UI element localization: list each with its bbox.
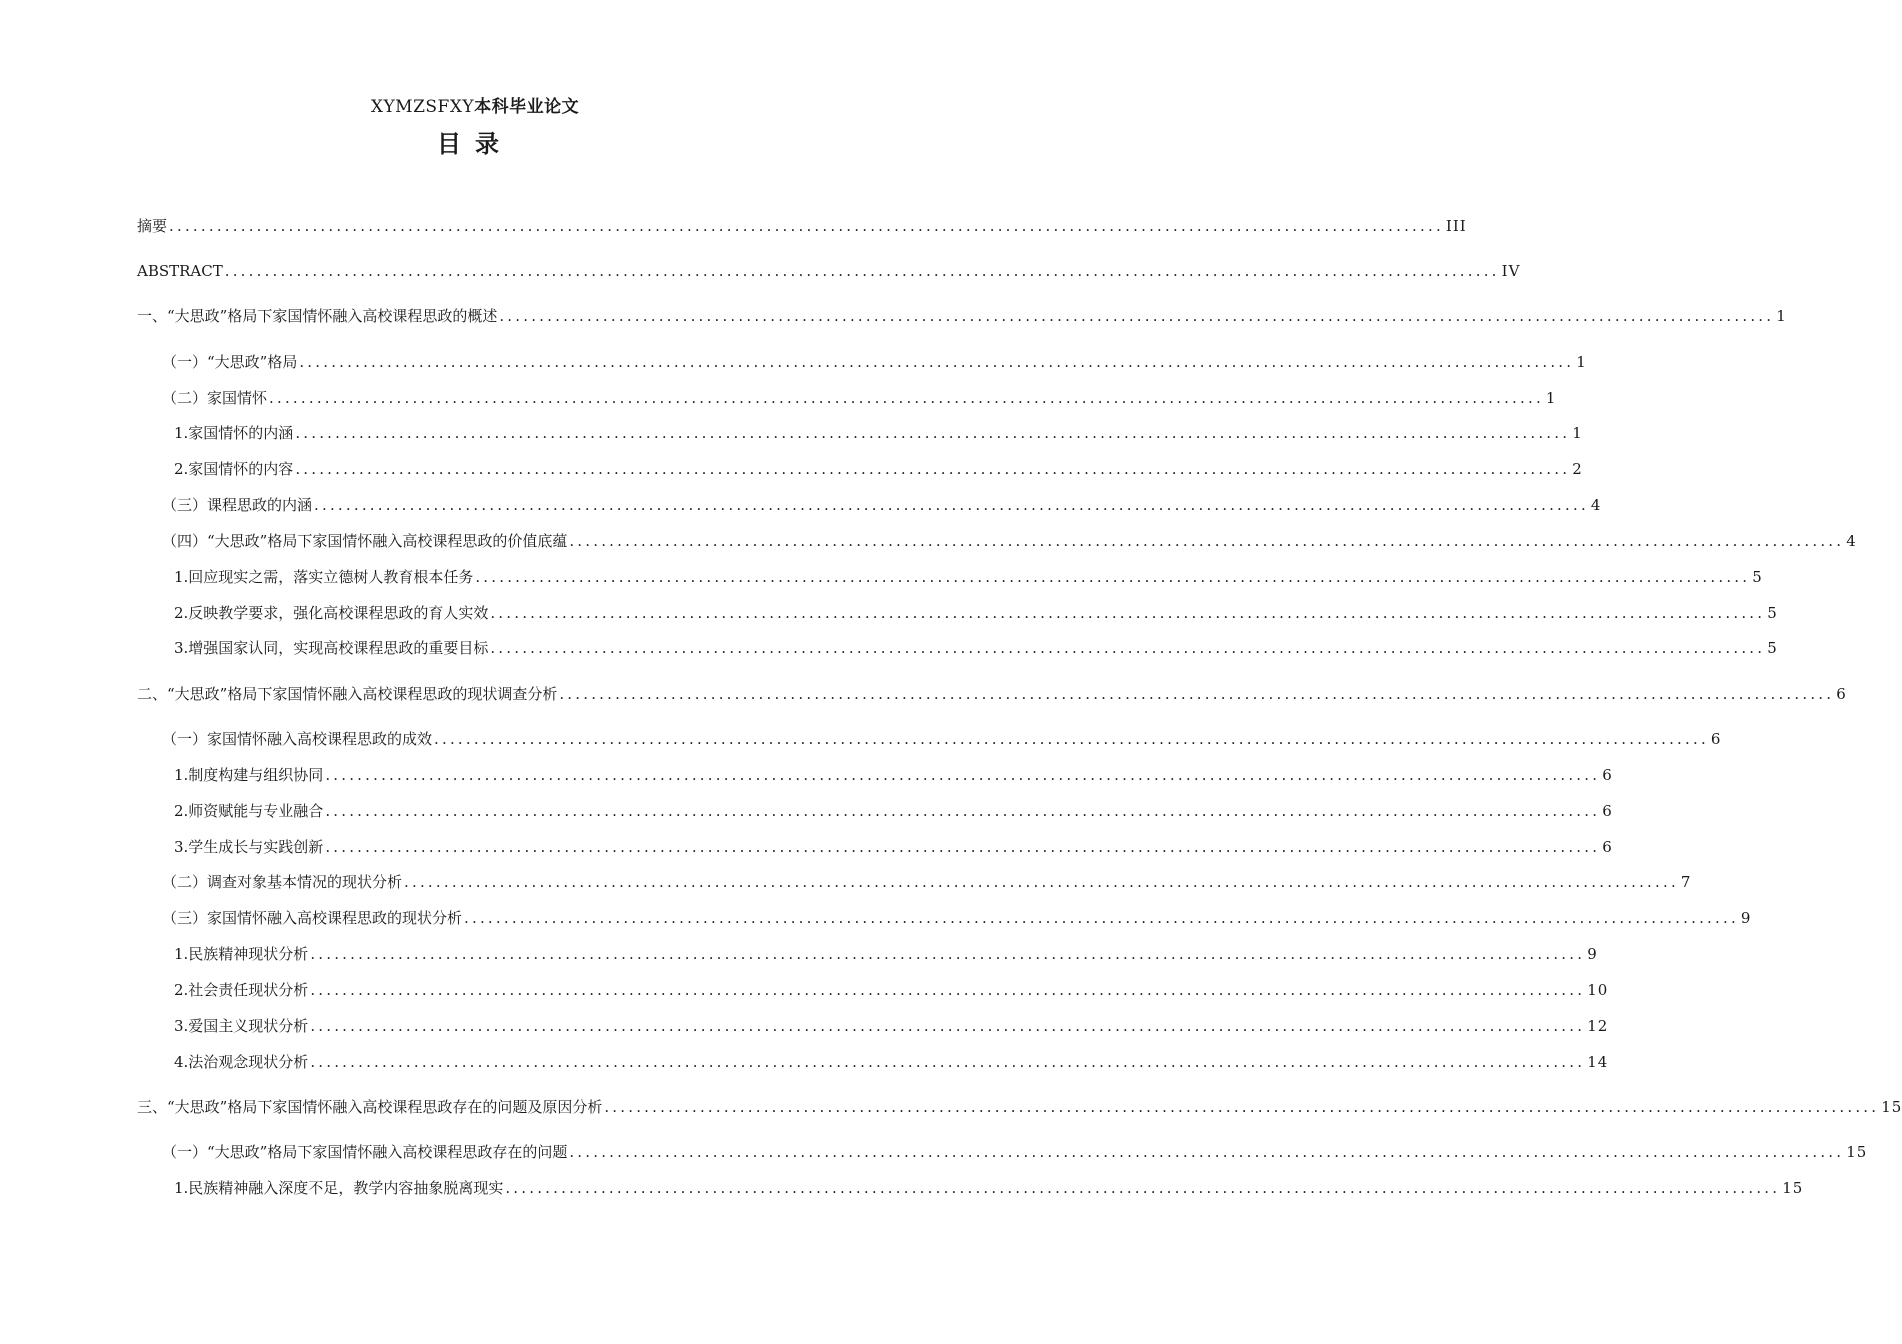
toc-entry-label: 2.反映教学要求，强化高校课程思政的育人实效 [174, 604, 489, 622]
toc-entry[interactable] [174, 837, 1613, 857]
toc-entry-label: （二）家国情怀 [162, 389, 268, 407]
toc-entry[interactable] [174, 765, 1613, 785]
school-code: XYMZSFXY [370, 97, 475, 117]
toc-entry[interactable] [162, 531, 1857, 551]
toc-entry[interactable] [174, 980, 1609, 1000]
toc-entry-page: 2 [1572, 460, 1583, 478]
toc-entry-page: IV [1501, 262, 1521, 280]
toc-entry-label: 4.法治观念现状分析 [174, 1053, 309, 1071]
toc-leader-dots: ................................................................................................................................................................ [475, 568, 1751, 586]
toc-leader-dots: ................................................................................................................................................................ [310, 1053, 1586, 1071]
toc-entry[interactable] [174, 603, 1778, 623]
toc-entry-label: 1.制度构建与组织协同 [174, 766, 324, 784]
toc-entry-label: 二、“大思政”格局下家国情怀融入高校课程思政的现状调查分析 [137, 685, 558, 703]
toc-leader-dots: ................................................................................................................................................................ [310, 945, 1586, 963]
toc-entry-label: 2.师资赋能与专业融合 [174, 802, 324, 820]
toc-leader-dots: ................................................................................................................................................................ [559, 685, 1835, 703]
toc-leader-dots: ................................................................................................................................................................ [325, 838, 1601, 856]
toc-entry-page: 15 [1881, 1098, 1902, 1116]
toc-entry-label: （四）“大思政”格局下家国情怀融入高校课程思政的价值底蕴 [162, 532, 568, 550]
toc-entry-label: 摘要 [137, 217, 168, 235]
toc-entry[interactable] [174, 567, 1763, 587]
toc-entry-label: 1.家国情怀的内涵 [174, 424, 294, 442]
toc-entry[interactable] [162, 729, 1722, 749]
toc-leader-dots: ................................................................................................................................................................ [464, 909, 1739, 927]
toc-entry[interactable] [162, 1142, 1868, 1162]
toc-entry[interactable] [137, 261, 1521, 281]
toc-entry-label: （三）家国情怀融入高校课程思政的现状分析 [162, 909, 463, 927]
toc-entry-page: 4 [1846, 532, 1857, 550]
toc-entry-label: （一）“大思政”格局 [162, 353, 298, 371]
toc-entry-page: 14 [1587, 1053, 1609, 1071]
toc-leader-dots: ................................................................................................................................................................ [569, 1143, 1845, 1161]
toc-leader-dots: ................................................................................................................................................................ [299, 353, 1575, 371]
toc-entry-label: 1.民族精神现状分析 [174, 945, 309, 963]
toc-leader-dots: ................................................................................................................................................................ [295, 424, 1571, 442]
toc-entry[interactable] [174, 638, 1778, 658]
toc-entry-page: 12 [1587, 1017, 1609, 1035]
toc-entry-label: ABSTRACT [137, 262, 223, 280]
toc-entry-label: （一）“大思政”格局下家国情怀融入高校课程思政存在的问题 [162, 1143, 568, 1161]
toc-leader-dots: ................................................................................................................................................................ [490, 604, 1766, 622]
toc-entry-page: 1 [1776, 307, 1787, 325]
toc-entry[interactable] [174, 423, 1583, 443]
page-title: 目录 [437, 130, 513, 158]
toc-leader-dots: ................................................................................................................................................................ [325, 766, 1601, 784]
toc-entry-page: 9 [1740, 909, 1752, 927]
toc-leader-dots: ................................................................................................................................................................ [224, 262, 1500, 280]
toc-entry[interactable] [162, 352, 1587, 372]
toc-entry[interactable] [137, 684, 1847, 704]
toc-leader-dots: ................................................................................................................................................................ [314, 496, 1589, 514]
toc-entry[interactable] [162, 388, 1557, 408]
toc-entry-page: 7 [1680, 873, 1692, 891]
toc-entry[interactable] [137, 1097, 1902, 1117]
toc-leader-dots: ................................................................................................................................................................ [310, 1017, 1586, 1035]
toc-entry-label: （一）家国情怀融入高校课程思政的成效 [162, 730, 433, 748]
toc-leader-dots: ................................................................................................................................................................ [569, 532, 1845, 550]
toc-entry[interactable] [162, 908, 1752, 928]
toc-leader-dots: ................................................................................................................................................................ [325, 802, 1601, 820]
toc-entry[interactable] [174, 801, 1613, 821]
toc-entry-label: 1.民族精神融入深度不足，教学内容抽象脱离现实 [174, 1179, 504, 1197]
toc-entry[interactable] [174, 459, 1583, 479]
toc-entry-page: 6 [1710, 730, 1722, 748]
toc-entry-page: 9 [1587, 945, 1598, 963]
toc-leader-dots: ................................................................................................................................................................ [404, 873, 1679, 891]
toc-leader-dots: ................................................................................................................................................................ [434, 730, 1709, 748]
toc-entry-label: 2.社会责任现状分析 [174, 981, 309, 999]
toc-entry[interactable] [137, 216, 1467, 236]
toc-entry-page: 15 [1782, 1179, 1804, 1197]
toc-entry-label: 三、“大思政”格局下家国情怀融入高校课程思政存在的问题及原因分析 [137, 1098, 603, 1116]
toc-entry-page: 1 [1572, 424, 1583, 442]
toc-entry[interactable] [174, 944, 1598, 964]
toc-leader-dots: ................................................................................................................................................................ [169, 217, 1444, 235]
toc-entry-page: 5 [1767, 604, 1778, 622]
toc-entry-page: 6 [1602, 766, 1613, 784]
toc-entry-page: 6 [1836, 685, 1847, 703]
toc-entry-page: III [1445, 217, 1467, 235]
toc-entry-page: 6 [1602, 838, 1613, 856]
toc-leader-dots: ................................................................................................................................................................ [295, 460, 1571, 478]
toc-entry-page: 5 [1767, 639, 1778, 657]
toc-entry[interactable] [174, 1052, 1609, 1072]
toc-entry-label: （二）调查对象基本情况的现状分析 [162, 873, 403, 891]
toc-entry-label: 3.增强国家认同，实现高校课程思政的重要目标 [174, 639, 489, 657]
toc-entry-label: 1.回应现实之需，落实立德树人教育根本任务 [174, 568, 474, 586]
toc-entry[interactable] [137, 306, 1787, 326]
toc-entry-page: 1 [1545, 389, 1557, 407]
toc-entry[interactable] [162, 495, 1602, 515]
toc-leader-dots: ................................................................................................................................................................ [490, 639, 1766, 657]
toc-entry-page: 4 [1590, 496, 1602, 514]
toc-leader-dots: ................................................................................................................................................................ [310, 981, 1586, 999]
toc-entry-page: 10 [1587, 981, 1609, 999]
toc-entry[interactable] [162, 872, 1692, 892]
toc-entry-label: 2.家国情怀的内容 [174, 460, 294, 478]
toc-entry-page: 15 [1846, 1143, 1868, 1161]
toc-leader-dots: ................................................................................................................................................................ [499, 307, 1775, 325]
toc-entry-page: 1 [1576, 353, 1587, 371]
toc-leader-dots: ................................................................................................................................................................ [269, 389, 1544, 407]
toc-entry-label: 3.学生成长与实践创新 [174, 838, 324, 856]
toc-entry-label: 一、“大思政”格局下家国情怀融入高校课程思政的概述 [137, 307, 498, 325]
toc-leader-dots: ................................................................................................................................................................ [505, 1179, 1781, 1197]
toc-entry-label: 3.爱国主义现状分析 [174, 1017, 309, 1035]
thesis-label: 本科毕业论文 [474, 97, 580, 117]
toc-entry-label: （三）课程思政的内涵 [162, 496, 313, 514]
toc-leader-dots: ................................................................................................................................................................ [604, 1098, 1880, 1116]
toc-entry-page: 5 [1752, 568, 1763, 586]
toc-entry[interactable] [174, 1016, 1609, 1036]
toc-entry-page: 6 [1602, 802, 1613, 820]
toc-entry[interactable] [174, 1178, 1804, 1198]
